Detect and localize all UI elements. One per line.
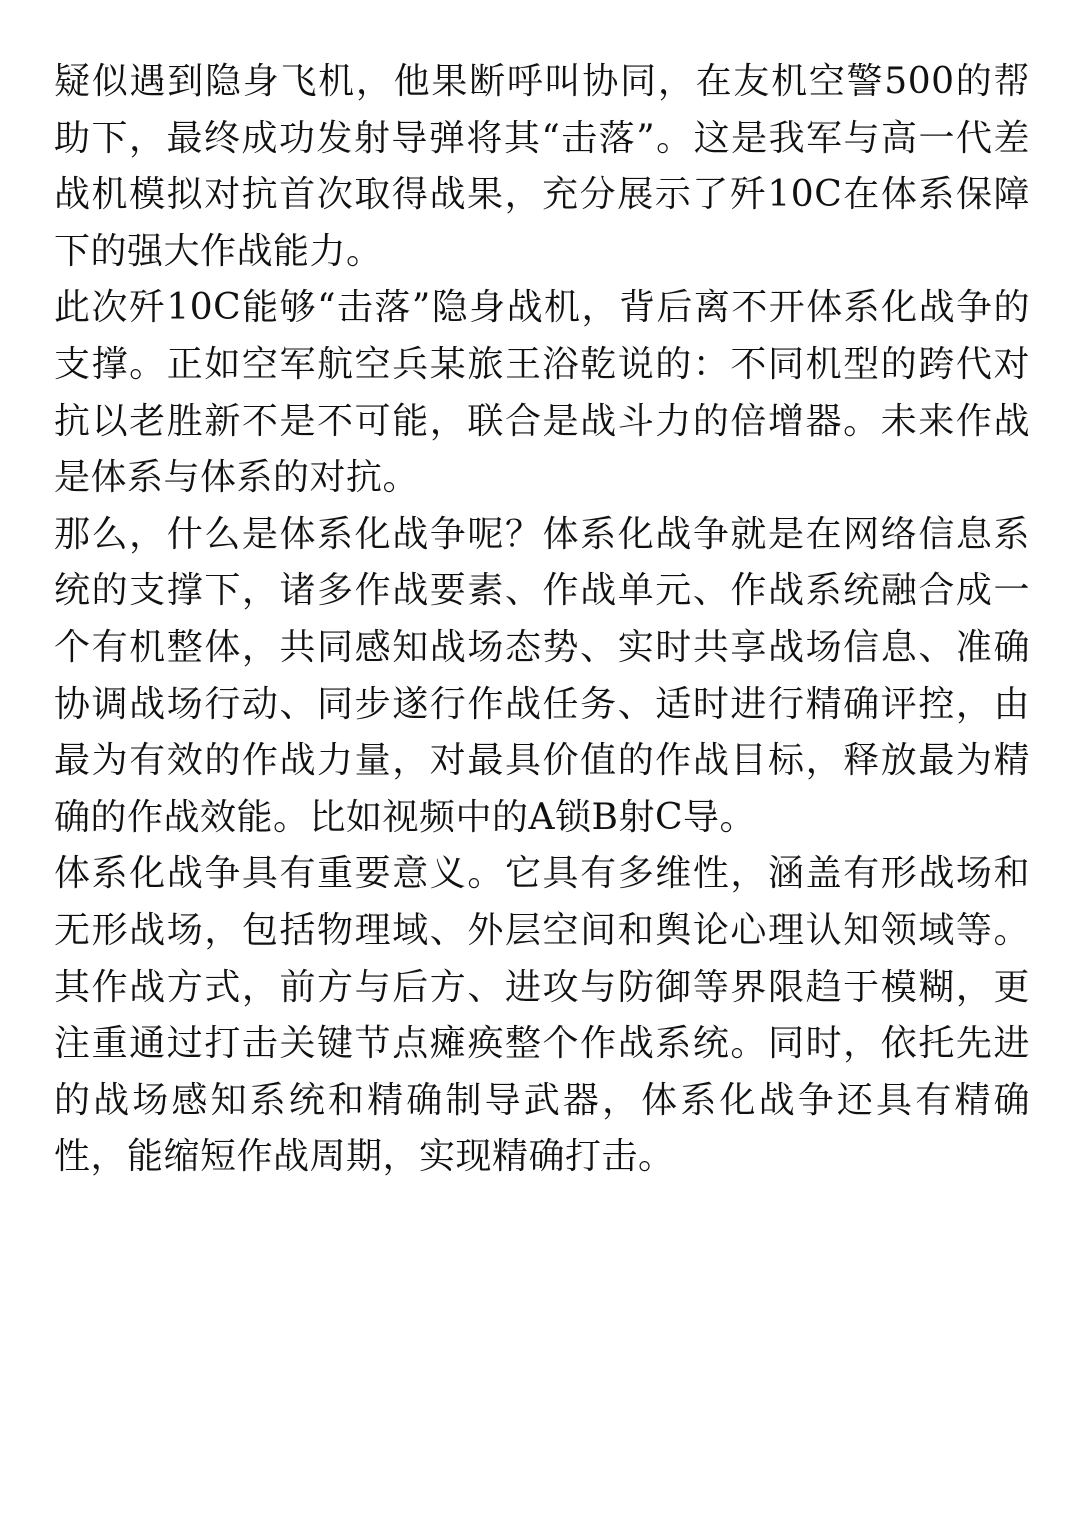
paragraph-1: 疑似遇到隐身飞机，他果断呼叫协同，在友机空警500的帮助下，最终成功发射导弹将其“击落”。这是我军与高一代差战机模拟对抗首次取得战果，充分展示了歼10C在体系保障下的强大作战能力。	[54, 61, 1030, 272]
paragraph-3: 那么，什么是体系化战争呢？体系化战争就是在网络信息系统的支撑下，诸多作战要素、作战单元、作战系统融合成一个有机整体，共同感知战场态势、实时共享战场信息、准确协调战场行动、同步遂行作战任务、适时进行精确评控，由最为有效的作战力量，对最具价值的作战目标，释放最为精确的作战效能。比如视频中的A锁B射C导。	[54, 513, 1030, 838]
paragraph-4: 体系化战争具有重要意义。它具有多维性，涵盖有形战场和无形战场，包括物理域、外层空间和舆论心理认知领域等。其作战方式，前方与后方、进攻与防御等界限趋于模糊，更注重通过打击关键节点瘫痪整个作战系统。同时，依托先进的战场感知系统和精确制导武器，体系化战争还具有精确性，能缩短作战周期，实现精确打击。	[54, 853, 1030, 1178]
document-body	[54, 54, 1030, 1186]
paragraph-2: 此次歼10C能够“击落”隐身战机，背后离不开体系化战争的支撑。正如空军航空兵某旅王浴乾说的：不同机型的跨代对抗以老胜新不是不可能，联合是战斗力的倍增器。未来作战是体系与体系的对抗。	[54, 287, 1030, 499]
